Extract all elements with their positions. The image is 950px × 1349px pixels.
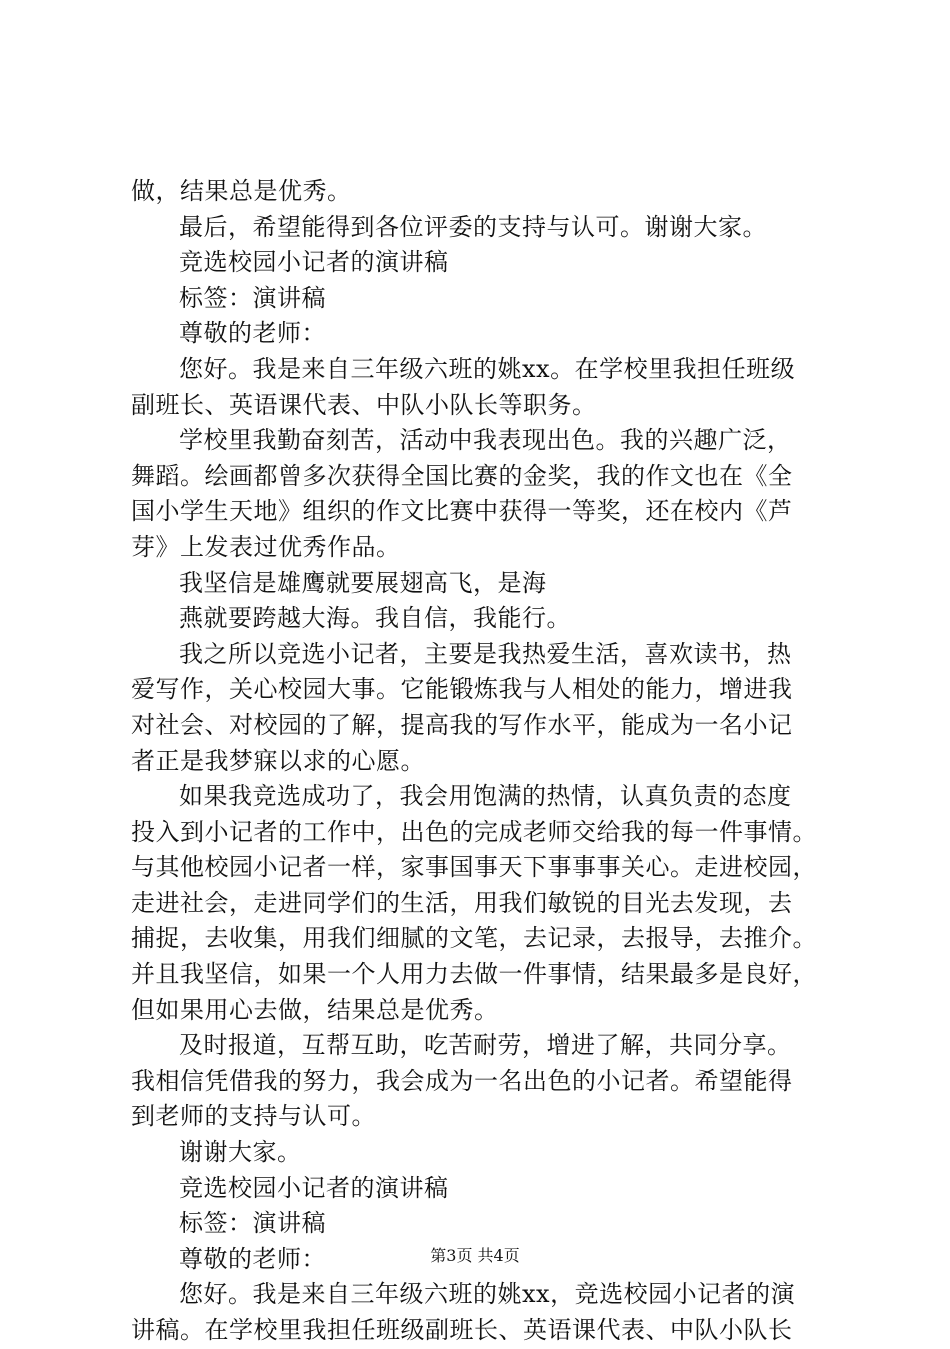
text-line: 我坚信是雄鹰就要展翅高飞，是海 bbox=[179, 568, 547, 597]
text-line: 并且我坚信，如果一个人用力去做一件事情，结果最多是良好， bbox=[131, 960, 817, 989]
text-line: 舞蹈。绘画都曾多次获得全国比赛的金奖，我的作文也在《全 bbox=[131, 461, 793, 490]
text-line: 我之所以竞选小记者，主要是我热爱生活，喜欢读书，热 bbox=[179, 639, 792, 668]
page-number-label: 第3页 共4页 bbox=[430, 1246, 520, 1265]
text-line: 爱写作，关心校园大事。它能锻炼我与人相处的能力，增进我 bbox=[131, 675, 793, 704]
text-line: 学校里我勤奋刻苦，活动中我表现出色。我的兴趣广泛， bbox=[179, 426, 792, 455]
text-line: 及时报道，互帮互助，吃苦耐劳，增进了解，共同分享。 bbox=[179, 1031, 792, 1060]
page-footer bbox=[0, 1243, 950, 1266]
text-line: 燕就要跨越大海。我自信，我能行。 bbox=[179, 604, 571, 633]
text-line: 谢谢大家。 bbox=[179, 1138, 302, 1167]
text-line: 标签：演讲稿 bbox=[179, 283, 326, 312]
document-body bbox=[131, 174, 851, 1349]
text-line: 走进社会，走进同学们的生活，用我们敏锐的目光去发现，去 bbox=[131, 888, 793, 917]
text-line: 您好。我是来自三年级六班的姚xx。在学校里我担任班级 bbox=[179, 354, 796, 383]
text-line: 讲稿。在学校里我担任班级副班长、英语课代表、中队小队长 bbox=[131, 1316, 793, 1344]
text-line: 芽》上发表过优秀作品。 bbox=[131, 532, 401, 561]
text-line: 投入到小记者的工作中，出色的完成老师交给我的每一件事情。 bbox=[131, 817, 817, 846]
text-line: 副班长、英语课代表、中队小队长等职务。 bbox=[131, 390, 597, 419]
text-line: 与其他校园小记者一样，家事国事天下事事事关心。走进校园， bbox=[131, 853, 817, 882]
text-line: 最后，希望能得到各位评委的支持与认可。谢谢大家。 bbox=[179, 212, 767, 241]
text-line: 我相信凭借我的努力，我会成为一名出色的小记者。希望能得 bbox=[131, 1066, 793, 1095]
text-line: 您好。我是来自三年级六班的姚xx，竞选校园小记者的演 bbox=[179, 1280, 796, 1309]
text-line: 但如果用心去做，结果总是优秀。 bbox=[131, 995, 499, 1024]
text-line: 者正是我梦寐以求的心愿。 bbox=[131, 746, 425, 775]
text-line: 做，结果总是优秀。 bbox=[131, 177, 352, 205]
text-line: 竞选校园小记者的演讲稿 bbox=[179, 1173, 449, 1202]
text-line: 如果我竞选成功了，我会用饱满的热情，认真负责的态度 bbox=[179, 782, 792, 811]
text-line: 国小学生天地》组织的作文比赛中获得一等奖，还在校内《芦 bbox=[131, 497, 793, 526]
text-line: 尊敬的老师： bbox=[179, 1244, 326, 1273]
text-line: 到老师的支持与认可。 bbox=[131, 1102, 376, 1131]
text-line: 对社会、对校园的了解，提高我的写作水平，能成为一名小记 bbox=[131, 710, 793, 739]
text-line: 捕捉，去收集，用我们细腻的文笔，去记录，去报导，去推介。 bbox=[131, 924, 817, 953]
text-line: 竞选校园小记者的演讲稿 bbox=[179, 248, 449, 277]
text-line: 尊敬的老师： bbox=[179, 319, 326, 348]
text-line: 标签：演讲稿 bbox=[179, 1209, 326, 1238]
